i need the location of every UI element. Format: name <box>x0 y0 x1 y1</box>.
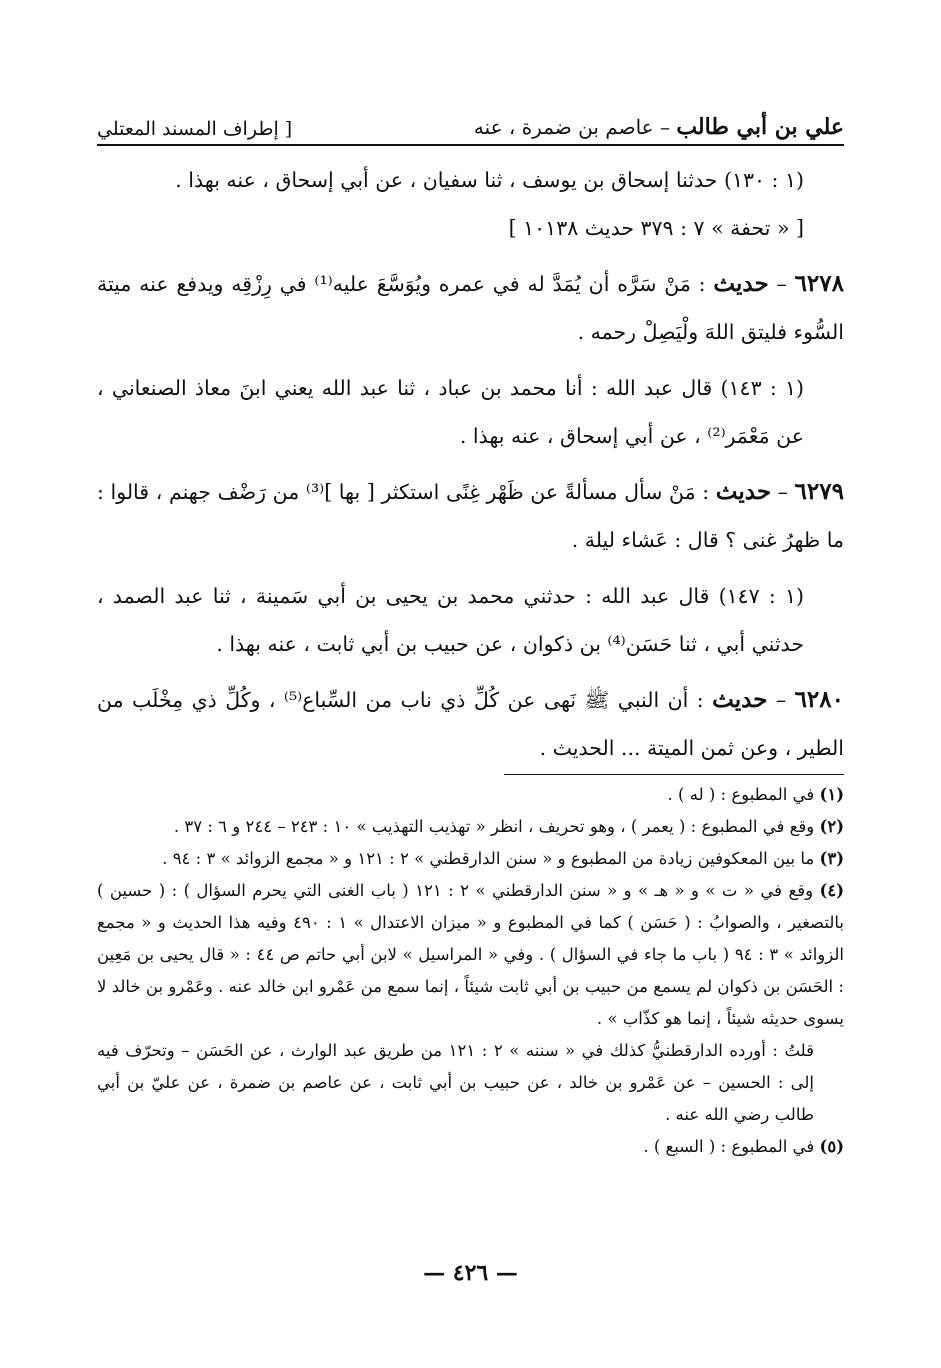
hadith-label: حديث <box>715 478 772 505</box>
footnote-1 <box>97 779 844 811</box>
hadith-text: : مَنْ سأل مسألةً عن ظَهْر غِنًى استكثر [ بها ]⁽³⁾ من رَضْف جهنم ، قالوا : ما ظهرُ غنى ؟ قال : عَشاء ليلة . <box>97 480 844 552</box>
footnote-divider <box>504 774 844 775</box>
footnote-text: قلتُ : أورده الدارقطنيُّ كذلك في « سننه » ٢ : ١٢١ من طريق عبد الوارث ، عن الحَسَن – وتحرّف فيه إلى : الحسين – عن عَمْرو بن خالد ، عن حبيب بن أبي ثابت ، عن عاصم بن ضمرة ، عن عليّ بن أبي طالب رضي الله عنه . <box>97 1041 814 1124</box>
footnote-text: وقع في المطبوع : ( يعمر ) ، وهو تحريف ، انظر « تهذيب التهذيب » ١٠ : ٢٤٣ – ٢٤٤ و ٦ : ٣٧ . <box>173 817 815 836</box>
footnote-text: في المطبوع : ( له ) . <box>667 785 815 804</box>
footnote-3 <box>97 843 844 875</box>
hadith-6278: ٦٢٧٨ – حديث : مَنْ سَرَّه أن يُمَدَّ له في عمره ويُوَسَّعَ عليه⁽¹⁾ في رِزْقِه ويدفع عنه ميتة السُّوء فليتق اللهَ ولْيَصِلْ رحمه . <box>97 270 844 344</box>
hadith-number: ٦٢٨٠ <box>794 686 844 713</box>
hadith-text: : أن النبي ﷺ نَهى عن كُلِّ ذي ناب من السِّباع⁽⁵⁾ ، وكُلِّ ذي مِخْلَب من الطير ، وعن ثمن الميتة ... الحديث . <box>97 688 844 760</box>
footnote-text: ما بين المعكوفين زيادة من المطبوع و « سنن الدارقطني » ٢ : ١٢١ و « مجمع الزوائد » ٣ : ٩٤ . <box>162 849 815 868</box>
header-book-title: [ إطراف المسند المعتلي <box>97 118 293 140</box>
footnote-number: (٢) <box>819 817 844 836</box>
footnote-number: (٥) <box>819 1137 844 1156</box>
hadith-text: : مَنْ سَرَّه أن يُمَدَّ له في عمره ويُوَسَّعَ عليه⁽¹⁾ في رِزْقِه ويدفع عنه ميتة السُّوء فليتق اللهَ ولْيَصِلْ رحمه . <box>97 272 844 344</box>
footnote-4-continued <box>97 1035 844 1131</box>
hadith-label: حديث <box>713 270 769 297</box>
tuhfa-reference: [ « تحفة » ٧ : ٣٧٩ حديث ١٠١٣٨ ] <box>508 216 804 240</box>
footnote-4 <box>97 875 844 1035</box>
footnote-number: (٣) <box>819 849 844 868</box>
footnote-number: (١) <box>819 785 844 804</box>
isnad-line: (١ : ١٤٧) قال عبد الله : حدثني محمد بن يحيى بن أبي سَمينة ، ثنا عبد الصمد ، حدثني أبي ، ثنا حَسَن⁽⁴⁾ بن ذكوان ، عن حبيب بن أبي ثابت ، عنه بهذا . <box>97 584 804 656</box>
footnote-5 <box>97 1131 844 1163</box>
hadith-label: حديث <box>712 686 768 713</box>
footnote-number: (٤) <box>819 881 844 900</box>
isnad-line: (١ : ١٤٣) قال عبد الله : أنا محمد بن عباد ، ثنا عبد الله يعني ابنَ معاذ الصنعاني ، عن مَعْمَر⁽²⁾ ، عن أبي إسحاق ، عنه بهذا . <box>97 376 804 448</box>
header-title <box>474 114 844 140</box>
footnotes <box>97 779 844 1163</box>
footnote-text: وقع في « ت » و « هـ » و « سنن الدارقطني » ٢ : ١٢١ ( باب الغنى التي يحرم السؤال ) : ( حسين ) بالتصغير ، والصوابُ : ( حَسَن ) كما في المطبوع و « ميزان الاعتدال » ١ : ٤٩٠ وفيه هذا الحديث و « مجمع الزوائد » ٣ : ٩٤ ( باب ما جاء في السؤال ) . وفي « المراسيل » لابن أبي حاتم ص ٤٤ : « قال يحيى بن مَعِين : الحَسَن بن ذكوان لم يسمع من حبيب بن أبي ثابت شيئاً ، إنما سمع من عَمْرو ابن خالد عنه . وعَمْرو بن خالد لا يسوى حديثه شيئاً ، إنما هو كذّاب » . <box>97 881 844 1028</box>
isnad-line: (١ : ١٣٠) حدثنا إسحاق بن يوسف ، ثنا سفيان ، عن أبي إسحاق ، عنه بهذا . <box>175 168 804 192</box>
footnote-2 <box>97 811 844 843</box>
main-text <box>97 156 844 772</box>
hadith-number: ٦٢٧٨ <box>794 270 844 297</box>
hadith-6279: ٦٢٧٩ – حديث : مَنْ سأل مسألةً عن ظَهْر غِنًى استكثر [ بها ]⁽³⁾ من رَضْف جهنم ، قالوا : ما ظهرُ غنى ؟ قال : عَشاء ليلة . <box>97 478 844 552</box>
header-subtitle: – عاصم بن ضمرة ، عنه <box>473 115 677 139</box>
header-author: علي بن أبي طالب <box>676 114 844 140</box>
footnote-text: في المطبوع : ( السبع ) . <box>643 1137 815 1156</box>
hadith-6280: ٦٢٨٠ – حديث : أن النبي ﷺ نَهى عن كُلِّ ذي ناب من السِّباع⁽⁵⁾ ، وكُلِّ ذي مِخْلَب من الطير ، وعن ثمن الميتة ... الحديث . <box>97 686 844 760</box>
page-number: — ٤٢٦ — <box>423 1260 518 1286</box>
running-header <box>97 104 844 146</box>
hadith-number: ٦٢٧٩ <box>794 478 844 505</box>
